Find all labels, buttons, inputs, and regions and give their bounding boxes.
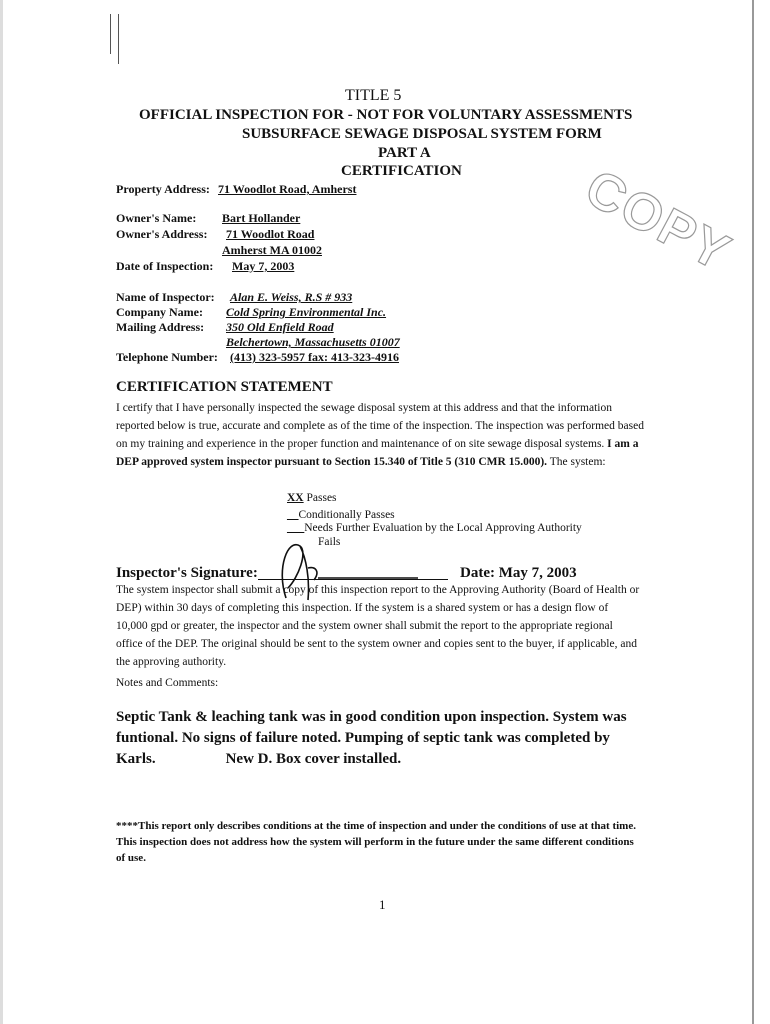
doc-title: TITLE 5 <box>345 87 402 104</box>
company-name-value: Cold Spring Environmental Inc. <box>226 305 387 319</box>
scan-mark <box>118 14 119 64</box>
owner-name-value: Bart Hollander <box>222 211 301 225</box>
notes-line-3b: New D. Box cover installed. <box>225 751 402 767</box>
telephone-value: (413) 323-5957 fax: 413-323-4916 <box>230 350 399 364</box>
header-line-3: PART A <box>378 145 431 161</box>
owner-name-label: Owner's Name: <box>116 211 197 225</box>
mailing-address-line-1: 350 Old Enfield Road <box>226 320 334 334</box>
page-number: 1 <box>379 897 386 912</box>
certification-paragraph <box>116 399 646 471</box>
mailing-address-label: Mailing Address: <box>116 320 205 334</box>
certification-tail: The system: <box>547 456 606 468</box>
inspection-date-value: May 7, 2003 <box>232 259 295 273</box>
owner-address-label: Owner's Address: <box>116 227 208 241</box>
owner-address-line-1: 71 Woodlot Road <box>226 227 315 241</box>
company-name-label: Company Name: <box>116 305 203 319</box>
scan-left-edge <box>0 0 3 1024</box>
property-address-value: 71 Woodlot Road, Amherst <box>218 182 357 196</box>
scan-mark <box>110 14 111 54</box>
header-line-2: SUBSURFACE SEWAGE DISPOSAL SYSTEM FORM <box>242 126 602 142</box>
header-line-4: CERTIFICATION <box>341 163 462 179</box>
notes-comments <box>116 707 646 770</box>
option-mark: XX <box>287 492 304 504</box>
option-label: Fails <box>318 536 341 548</box>
signature-label: Inspector's Signature: <box>116 565 258 581</box>
signature-instructions: The system inspector shall submit a copy of this inspection report to the Approving Authority (Board of Health or DEP) within 30 days of completing this inspection. If the system is a shared system or has a design flow of 10,000 gpd or greater, the inspector and the system owner shall submit the report to the appropriate regional office of the DEP. The original should be sent to the system owner and copies sent to the buyer, if applicable, and the approving authority. <box>116 584 640 668</box>
certification-bold-text: I am a DEP approved system inspector pursuant to Section 15.340 of Title 5 (310 CMR 15.000). <box>116 438 639 468</box>
owner-address-line-2: Amherst MA 01002 <box>222 243 322 257</box>
telephone-label: Telephone Number: <box>116 350 218 364</box>
notes-line-2: funtional. No signs of failure noted. Pumping of septic tank was completed by <box>116 730 610 746</box>
signature-date: Date: May 7, 2003 <box>460 565 577 581</box>
option-conditionally-passes <box>287 509 395 521</box>
header-line-1: OFFICIAL INSPECTION FOR - NOT FOR VOLUNTARY ASSESSMENTS <box>139 107 633 123</box>
inspector-name-value: Alan E. Weiss, R.S # 933 <box>230 290 353 304</box>
option-label: Conditionally Passes <box>298 509 395 521</box>
option-label: Needs Further Evaluation by the Local Approving Authority <box>304 522 582 534</box>
certification-heading: CERTIFICATION STATEMENT <box>116 379 333 395</box>
notes-line-1: Septic Tank & leaching tank was in good condition upon inspection. System was <box>116 709 627 725</box>
copy-stamp: COPY <box>575 158 741 284</box>
scan-right-edge <box>752 0 754 1024</box>
property-address-label: Property Address: <box>116 182 210 196</box>
mailing-address-line-2: Belchertown, Massachusetts 01007 <box>226 335 400 349</box>
notes-line-3a: Karls. <box>116 751 156 767</box>
option-passes <box>287 492 337 504</box>
inspector-name-label: Name of Inspector: <box>116 290 215 304</box>
option-mark: __ <box>287 509 299 521</box>
notes-line-3 <box>116 749 646 770</box>
option-label: Passes <box>306 492 337 504</box>
disclaimer: ****This report only describes conditions at the time of inspection and under the conditions of use at that time. This inspection does not address how the system will perform in the future under the same different conditions of use. <box>116 820 636 864</box>
notes-label: Notes and Comments: <box>116 677 219 689</box>
certification-text: I certify that I have personally inspected the sewage disposal system at this address and that the information reported below is true, accurate and complete as of the time of the inspection. The inspection was performed based on my training and experience in the proper function and maintenance of on site sewage disposal systems. <box>116 402 644 450</box>
option-mark: ___ <box>287 522 305 534</box>
inspection-date-label: Date of Inspection: <box>116 259 214 273</box>
